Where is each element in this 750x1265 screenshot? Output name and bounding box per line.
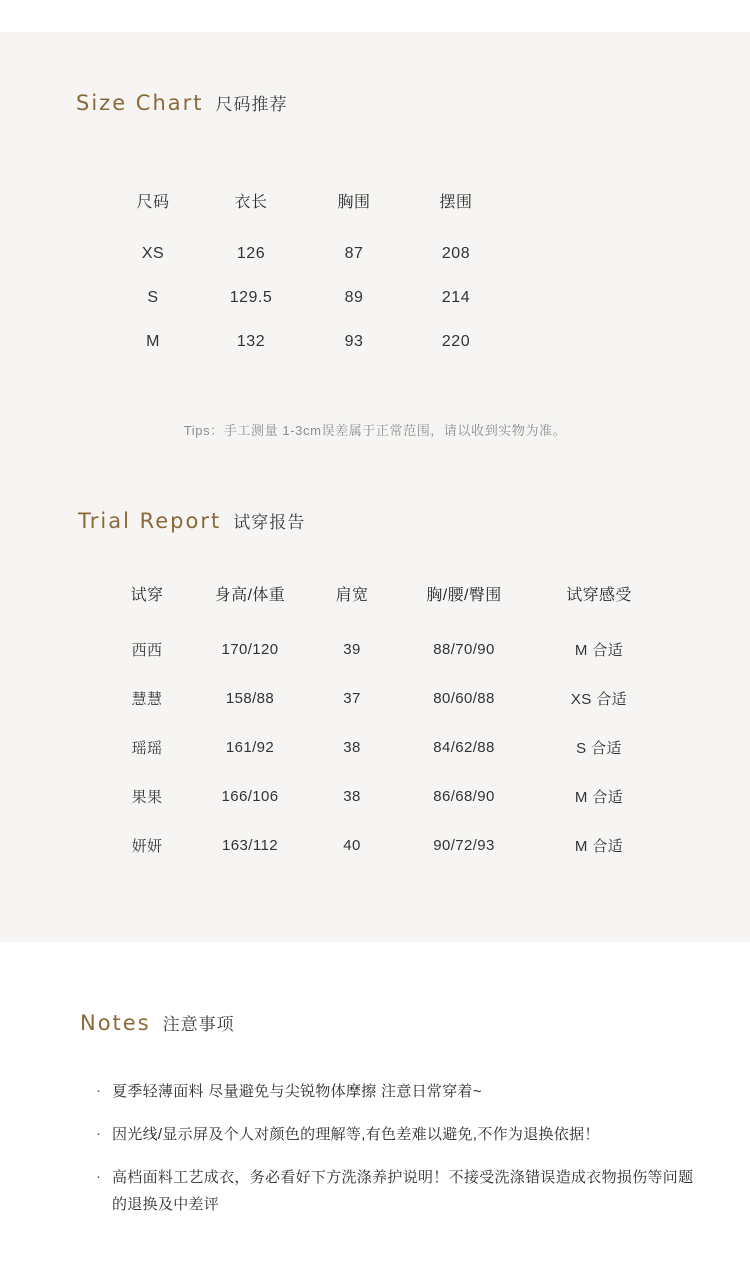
trial-cell: 39 [343, 641, 361, 658]
trial-cell: S 合适 [576, 740, 622, 757]
note-text: 高档面料工艺成衣，务必看好下方洗涤养护说明！不接受洗涤错误造成衣物损伤等问题的退换及中差评 [112, 1169, 694, 1213]
measurement-tips: Tips：手工测量 1-3cm误差属于正常范围，请以收到实物为准。 [183, 423, 567, 438]
trial-cell: 果果 [131, 789, 163, 806]
note-text: 夏季轻薄面料 尽量避免与尖锐物体摩擦 注意日常穿着~ [112, 1083, 482, 1100]
size-cell: 208 [441, 245, 471, 262]
table-row [110, 320, 510, 364]
trial-cell: 妍妍 [131, 838, 163, 855]
size-chart-heading [76, 90, 288, 115]
trial-col-header: 试穿 [130, 587, 164, 604]
table-row [104, 674, 664, 723]
notes-heading [80, 1010, 235, 1035]
trial-cell: 西西 [131, 642, 163, 659]
trial-cell: 慧慧 [131, 691, 163, 708]
bullet-icon: · [96, 1125, 101, 1142]
trial-cell: XS 合适 [570, 691, 628, 708]
size-chart-col-header: 摆围 [439, 194, 473, 211]
table-header-row [104, 568, 664, 625]
bullet-icon: · [96, 1082, 101, 1099]
size-cell: 126 [236, 245, 266, 262]
table-row [104, 821, 664, 870]
size-cell: M [146, 333, 160, 350]
trial-report-heading-cn: 试穿报告 [233, 513, 306, 532]
note-text: 因光线/显示屏及个人对颜色的理解等,有色差难以避免,不作为退换依据！ [112, 1126, 600, 1143]
trial-cell: 88/70/90 [433, 641, 495, 658]
trial-cell: 163/112 [222, 837, 278, 854]
size-chart-heading-cn: 尺码推荐 [215, 95, 288, 114]
trial-report-table [104, 568, 664, 870]
trial-cell: 瑶瑶 [131, 740, 163, 757]
table-row [110, 232, 510, 276]
size-chart-col-header: 尺码 [136, 194, 170, 211]
table-row [104, 625, 664, 674]
size-chart-col-header: 胸围 [337, 194, 371, 211]
table-row [104, 723, 664, 772]
table-header-row [110, 176, 510, 232]
size-cell: 220 [441, 333, 471, 350]
trial-col-header: 肩宽 [335, 587, 369, 604]
size-cell: 89 [344, 289, 364, 306]
trial-cell: 161/92 [225, 739, 275, 756]
list-item [96, 1078, 696, 1105]
notes-heading-en: Notes [80, 1011, 151, 1035]
trial-cell: 38 [343, 739, 361, 756]
size-chart-table [110, 176, 510, 364]
size-chart-heading-en: Size Chart [76, 91, 204, 115]
size-cell: 93 [344, 333, 364, 350]
trial-cell: 166/106 [221, 788, 279, 805]
size-cell: 214 [441, 289, 471, 306]
notes-heading-cn: 注意事项 [162, 1015, 235, 1034]
trial-report-heading-en: Trial Report [78, 509, 222, 533]
size-cell: 87 [344, 245, 364, 262]
trial-cell: 170/120 [221, 641, 279, 658]
bullet-icon: · [96, 1168, 101, 1185]
trial-cell: 158/88 [225, 690, 275, 707]
size-cell: S [147, 289, 159, 306]
trial-cell: 86/68/90 [433, 788, 495, 805]
trial-cell: 90/72/93 [433, 837, 495, 854]
trial-cell: M 合适 [574, 789, 624, 806]
trial-cell: M 合适 [574, 838, 624, 855]
notes-list [96, 1078, 696, 1234]
trial-cell: 84/62/88 [433, 739, 495, 756]
size-chart-col-header: 衣长 [234, 194, 268, 211]
trial-report-heading [78, 508, 305, 533]
trial-col-header: 身高/体重 [214, 587, 286, 604]
trial-cell: 40 [343, 837, 361, 854]
trial-col-header: 胸/腰/臀围 [426, 587, 502, 604]
trial-col-header: 试穿感受 [566, 587, 632, 604]
trial-cell: 37 [343, 690, 361, 707]
list-item [96, 1164, 696, 1218]
list-item [96, 1121, 696, 1148]
trial-cell: 80/60/88 [433, 690, 495, 707]
trial-cell: 38 [343, 788, 361, 805]
size-cell: 132 [236, 333, 266, 350]
table-row [104, 772, 664, 821]
size-cell: 129.5 [229, 289, 273, 306]
table-row [110, 276, 510, 320]
size-cell: XS [141, 245, 165, 262]
trial-cell: M 合适 [574, 642, 624, 659]
